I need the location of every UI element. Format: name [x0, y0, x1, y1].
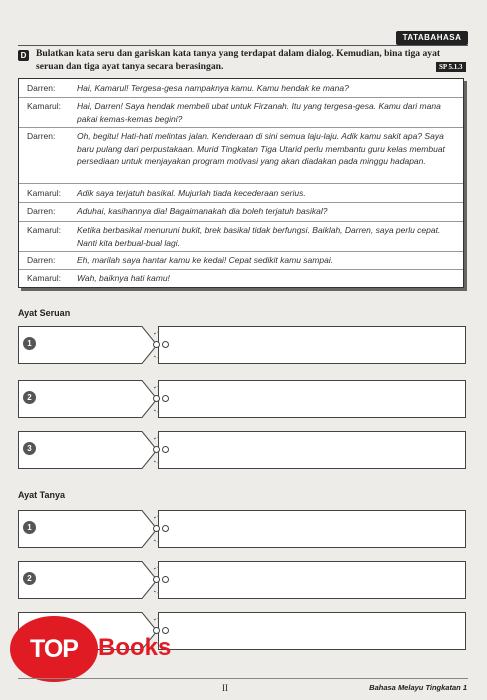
speaker-name: Darren:	[27, 255, 56, 265]
dialogue-divider	[19, 127, 463, 128]
answer-input[interactable]	[158, 431, 466, 469]
number-tab	[18, 510, 158, 548]
speaker-name: Darren:	[27, 131, 56, 141]
dialogue-text: Hai, Kamarul! Tergesa-gesa nampaknya kamu. Kamu hendak ke mana?	[77, 83, 349, 93]
speaker-name: Darren:	[27, 206, 56, 216]
connector-dot	[153, 395, 160, 402]
logo-text: Books	[98, 634, 172, 661]
dialogue-divider	[19, 202, 463, 203]
dialogue-text: Hai, Darren! Saya hendak membeli ubat untuk Firzanah. Itu yang tergesa-gesa. Kamu dari mana pakai kemas-kemas begini?	[77, 101, 441, 124]
answer-row	[18, 431, 468, 469]
connector-dot	[162, 446, 169, 453]
section-tag: TATABAHASA	[396, 31, 468, 45]
connector-dot	[162, 576, 169, 583]
answer-row	[18, 510, 468, 548]
connector-dot	[162, 525, 169, 532]
dialogue-line	[19, 254, 445, 267]
dialogue-text: Aduhai, kasihannya dia! Bagaimanakah dia boleh terjatuh basikal?	[77, 206, 328, 216]
connector-dot	[153, 341, 160, 348]
speaker-name: Kamarul:	[27, 225, 62, 235]
speaker-name: Darren:	[27, 83, 56, 93]
footer-divider	[18, 678, 468, 679]
section-title-seruan: Ayat Seruan	[18, 308, 71, 318]
connector-dot	[153, 525, 160, 532]
topbooks-logo	[10, 616, 190, 686]
speaker-name: Kamarul:	[27, 273, 62, 283]
answer-number: 1	[23, 337, 36, 350]
speaker-name: Kamarul:	[27, 188, 62, 198]
answer-input[interactable]	[158, 380, 466, 418]
answer-row	[18, 561, 468, 599]
section-title-tanya: Ayat Tanya	[18, 490, 66, 500]
dialogue-divider	[19, 251, 463, 252]
answer-row	[18, 326, 468, 364]
number-tab	[18, 380, 158, 418]
number-tab	[18, 326, 158, 364]
book-title: Bahasa Melayu Tingkatan 1	[369, 683, 467, 692]
question-letter: D	[18, 50, 29, 61]
answer-number: 3	[23, 442, 36, 455]
answer-input[interactable]	[158, 612, 466, 650]
dialogue-box	[18, 78, 464, 288]
number-tab	[18, 431, 158, 469]
answer-number: 1	[23, 521, 36, 534]
dialogue-divider	[19, 221, 463, 222]
dialogue-line	[19, 130, 445, 168]
connector-dot	[153, 576, 160, 583]
dialogue-text: Oh, begitu! Hati-hati melintas jalan. Kenderaan di sini semua laju-laju. Adik kamu sakit apa? Saya baru pulang dari perpustakaan. Murid Tingkatan Tiga Utarid perlu membantu guru kelas membuat persediaan untuk menjayakan program motivasi yang akan diadakan pada minggu hadapan.	[77, 131, 445, 166]
answer-number: 2	[23, 572, 36, 585]
speaker-name: Kamarul:	[27, 101, 62, 111]
dialogue-line	[19, 100, 445, 125]
dialogue-line	[19, 82, 445, 95]
dialogue-divider	[19, 183, 463, 184]
connector-dot	[162, 395, 169, 402]
dialogue-text: Adik saya terjatuh basikal. Mujurlah tiada kecederaan serius.	[77, 188, 306, 198]
answer-number: 2	[23, 391, 36, 404]
answer-input[interactable]	[158, 561, 466, 599]
dialogue-line	[19, 224, 445, 249]
answer-input[interactable]	[158, 326, 466, 364]
logo-badge: TOP	[10, 616, 98, 682]
dialogue-divider	[19, 269, 463, 270]
dialogue-line	[19, 187, 445, 200]
answer-row	[18, 380, 468, 418]
header-divider	[18, 45, 468, 46]
answer-input[interactable]	[158, 510, 466, 548]
dialogue-line	[19, 272, 445, 285]
page-number: II	[222, 683, 228, 693]
dialogue-line	[19, 205, 445, 218]
connector-dot	[153, 446, 160, 453]
dialogue-divider	[19, 97, 463, 98]
dialogue-text: Ketika berbasikal menuruni bukit, brek basikal tidak berfungsi. Baiklah, Darren, saya perlu cepat. Nanti kita berbual-bual lagi.	[77, 225, 441, 248]
dialogue-text: Wah, baiknya hati kamu!	[77, 273, 170, 283]
number-tab	[18, 561, 158, 599]
question-instruction: Bulatkan kata seru dan gariskan kata tanya yang terdapat dalam dialog. Kemudian, bina tiga ayat seruan dan tiga ayat tanya secara berasingan.	[36, 48, 441, 72]
standard-code-badge: SP 5.1.3	[436, 62, 466, 72]
dialogue-text: Eh, marilah saya hantar kamu ke kedai! Cepat sedikit kamu sampai.	[77, 255, 334, 265]
connector-dot	[162, 341, 169, 348]
